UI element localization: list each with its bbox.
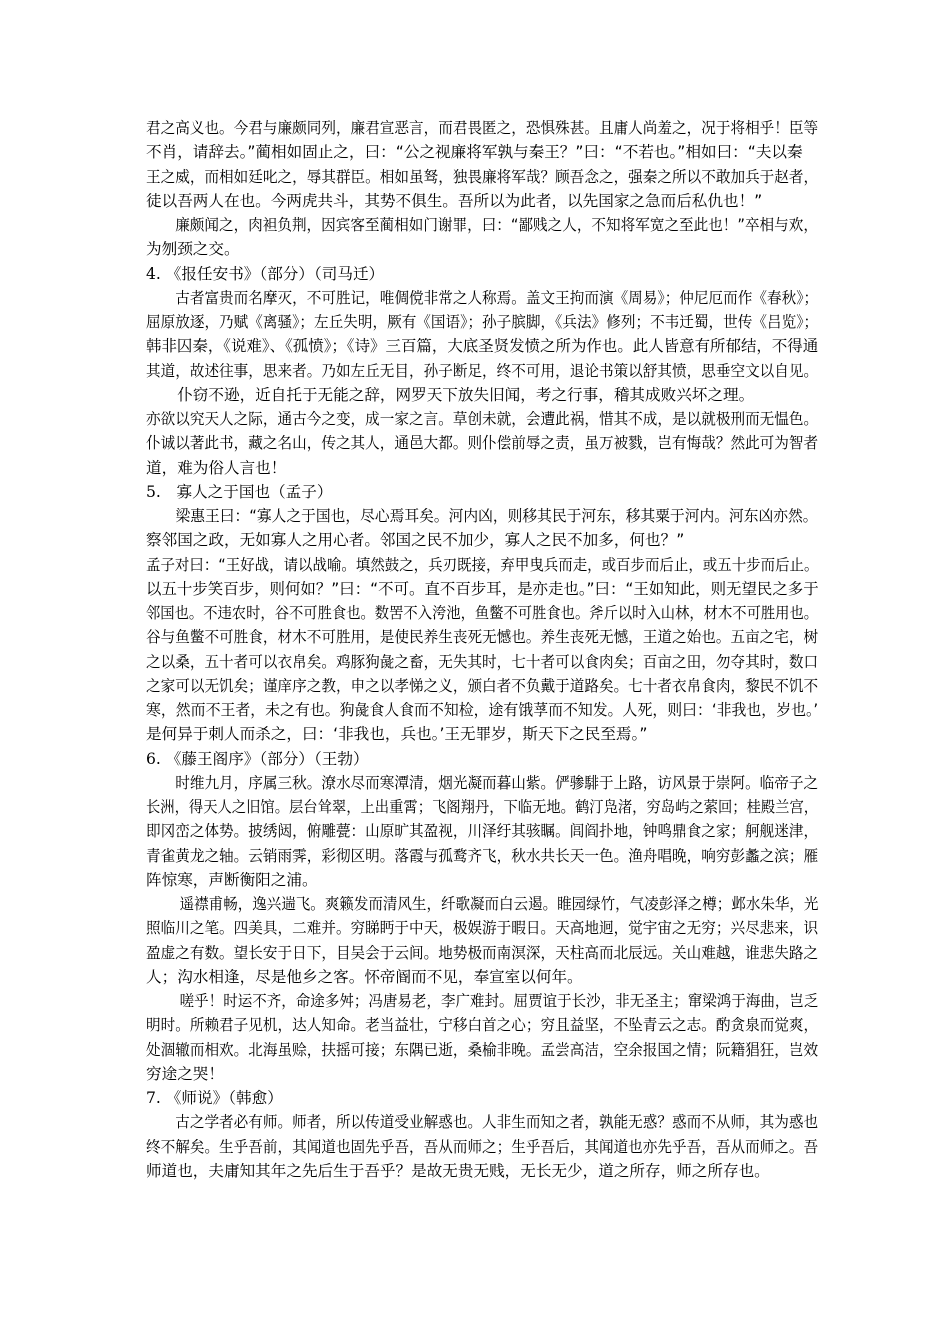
text-line: 察邻国之政，无如寡人之用心者。邻国之民不加少，寡人之民不加多，何也？” (146, 531, 685, 550)
text-line: 寒，然而不王者，未之有也。狗彘食人食而不知检，途有饿莩而不知发。人死，则曰：‘非我也，岁也。’ (146, 701, 819, 719)
text-line: 人；沟水相逢，尽是他乡之客。怀帝阍而不见，奉宣室以何年。 (146, 967, 583, 986)
text-line: 君之高义也。今君与廉颇同列，廉君宣恶言，而君畏匿之，恐惧殊甚。且庸人尚羞之，况于将相乎！臣等 (146, 119, 819, 137)
text-line: 为刎颈之交。 (146, 240, 240, 259)
text-line: 嗟乎！时运不齐，命途多舛；冯唐易老，李广难封。屈贾谊于长沙，非无圣主；窜梁鸿于海曲，岂乏 (146, 992, 819, 1010)
text-line: 谷与鱼鳖不可胜食，材木不可胜用，是使民养生丧死无憾也。养生丧死无憾，王道之始也。五亩之宅，树 (146, 628, 819, 647)
text-line: 青雀黄龙之轴。云销雨霁，彩彻区明。落霞与孤鹜齐飞，秋水共长天一色。渔舟唱晚，响穷彭蠡之滨；雁 (146, 846, 819, 865)
text-line: 仆窃不逊，近自托于无能之辞，网罗天下放失旧闻，考之行事，稽其成败兴坏之理。 (146, 385, 755, 404)
text-line: 邻国也。不违农时，谷不可胜食也。数罟不入洿池，鱼鳖不可胜食也。斧斤以时入山林，材木不可胜用也。 (146, 604, 819, 622)
text-line: 即冈峦之体势。披绣闼，俯雕甍：山原旷其盈视，川泽纡其骇瞩。闾阎扑地，钟鸣鼎食之家；舸舰迷津， (146, 822, 819, 841)
text-line: 廉颇闻之，肉袒负荆，因宾客至蔺相如门谢罪，曰：“鄙贱之人，不知将军宽之至此也！”卒相与欢， (146, 216, 818, 234)
section-heading: 7. 《师说》（韩愈） (146, 1089, 283, 1107)
text-line: 其道，故述往事，思来者。乃如左丘无目，孙子断足，终不可用，退论书策以舒其愤，思垂空文以自见。 (146, 361, 819, 380)
text-line: 仆诚以著此书，藏之名山，传之其人，通邑大都。则仆偿前辱之责，虽万被戮，岂有悔哉？然此可为智者 (146, 434, 819, 453)
text-line: 时维九月，序属三秋。潦水尽而寒潭清，烟光凝而暮山紫。俨骖騑于上路，访风景于崇阿。临帝子之 (146, 773, 819, 792)
text-line: 古之学者必有师。师者，所以传道受业解惑也。人非生而知之者，孰能无惑？惑而不从师，其为惑也 (146, 1113, 819, 1132)
text-line: 之以桑，五十者可以衣帛矣。鸡豚狗彘之畜，无失其时，七十者可以食肉矣；百亩之田，勿夺其时，数口 (146, 652, 819, 671)
text-line: 师道也，夫庸知其年之先后生于吾乎？是故无贵无贱，无长无少，道之所存，师之所存也。 (146, 1161, 770, 1180)
text-line: 明时。所赖君子见机，达人知命。老当益壮，宁移白首之心；穷且益坚，不坠青云之志。酌贪泉而觉爽， (146, 1016, 819, 1035)
text-line: 是何异于刺人而杀之，曰：‘非我也，兵也。’王无罪岁，斯天下之民至焉。” (146, 725, 648, 744)
text-line: 以五十步笑百步，则何如？”曰：“不可。直不百步耳，是亦走也。”曰：“王如知此，则无望民之多于 (146, 579, 819, 598)
text-line: 穷途之哭！ (146, 1064, 224, 1083)
text-line: 照临川之笔。四美具，二难并。穷睇眄于中天，极娱游于暇日。天高地迥，觉宇宙之无穷；兴尽悲来，识 (146, 919, 819, 938)
text-line: 长洲，得天人之旧馆。层台耸翠，上出重霄；飞阁翔丹，下临无地。鹤汀凫渚，穷岛屿之萦回；桂殿兰宫， (146, 798, 819, 816)
text-line: 道，难为俗人言也！ (146, 458, 287, 477)
text-line: 孟子对曰：“王好战，请以战喻。填然鼓之，兵刃既接，弃甲曳兵而走，或百步而后止，或五十步而后止。 (146, 555, 819, 574)
text-line: 终不解矣。生乎吾前，其闻道也固先乎吾，吾从而师之；生乎吾后，其闻道也亦先乎吾，吾从而师之。吾 (146, 1137, 819, 1156)
text-line: 不肖，请辞去。”蔺相如固止之，曰：“公之视廉将军孰与秦王？”曰：“不若也。”相如曰：“夫以秦 (146, 143, 803, 162)
text-line: 阵惊寒，声断衡阳之浦。 (146, 870, 318, 889)
section-heading: 5. 寡人之于国也（孟子） (146, 482, 333, 501)
text-line: 盈虚之有数。望长安于日下，目吴会于云间。地势极而南溟深，天柱高而北辰远。关山难越，谁悲失路之 (146, 943, 819, 962)
text-line: 屈原放逐，乃赋《离骚》；左丘失明，厥有《国语》；孙子膑脚，《兵法》修列；不韦迁蜀，世传《吕览》； (146, 313, 819, 331)
text-line: 遥襟甫畅，逸兴遄飞。爽籁发而清风生，纤歌凝而白云遏。睢园绿竹，气凌彭泽之樽；邺水朱华，光 (146, 895, 819, 913)
text-line: 古者富贵而名摩灭，不可胜记，唯倜傥非常之人称焉。盖文王拘而演《周易》；仲尼厄而作《春秋》； (146, 288, 819, 307)
text-line: 之家可以无饥矣；谨庠序之教，申之以孝悌之义，颁白者不负戴于道路矣。七十者衣帛食肉，黎民不饥不 (146, 676, 819, 695)
section-heading: 6. 《藤王阁序》（部分）（王勃） (146, 749, 369, 768)
text-line: 徒以吾两人在也。今两虎共斗，其势不俱生。吾所以为此者，以先国家之急而后私仇也！” (146, 191, 763, 210)
text-line: 王之威，而相如廷叱之，辱其群臣。相如虽驽，独畏廉将军哉？顾吾念之，强秦之所以不敢加兵于赵者， (146, 167, 819, 186)
text-line: 韩非囚秦，《说难》、《孤愤》；《诗》三百篇，大底圣贤发愤之所为作也。此人皆意有所郁结，不得通 (146, 337, 819, 356)
text-line: 处涸辙而相欢。北海虽赊，扶摇可接；东隅已逝，桑榆非晚。孟尝高洁，空余报国之情；阮籍猖狂，岂效 (146, 1040, 819, 1059)
text-line: 亦欲以究天人之际，通古今之变，成一家之言。草创未就，会遭此祸，惜其不成，是以就极刑而无愠色。 (146, 410, 819, 428)
text-line: 梁惠王曰：“寡人之于国也，尽心焉耳矣。河内凶，则移其民于河东，移其粟于河内。河东凶亦然。 (146, 507, 818, 525)
section-heading: 4. 《报任安书》（部分）（司马迁） (146, 264, 385, 283)
